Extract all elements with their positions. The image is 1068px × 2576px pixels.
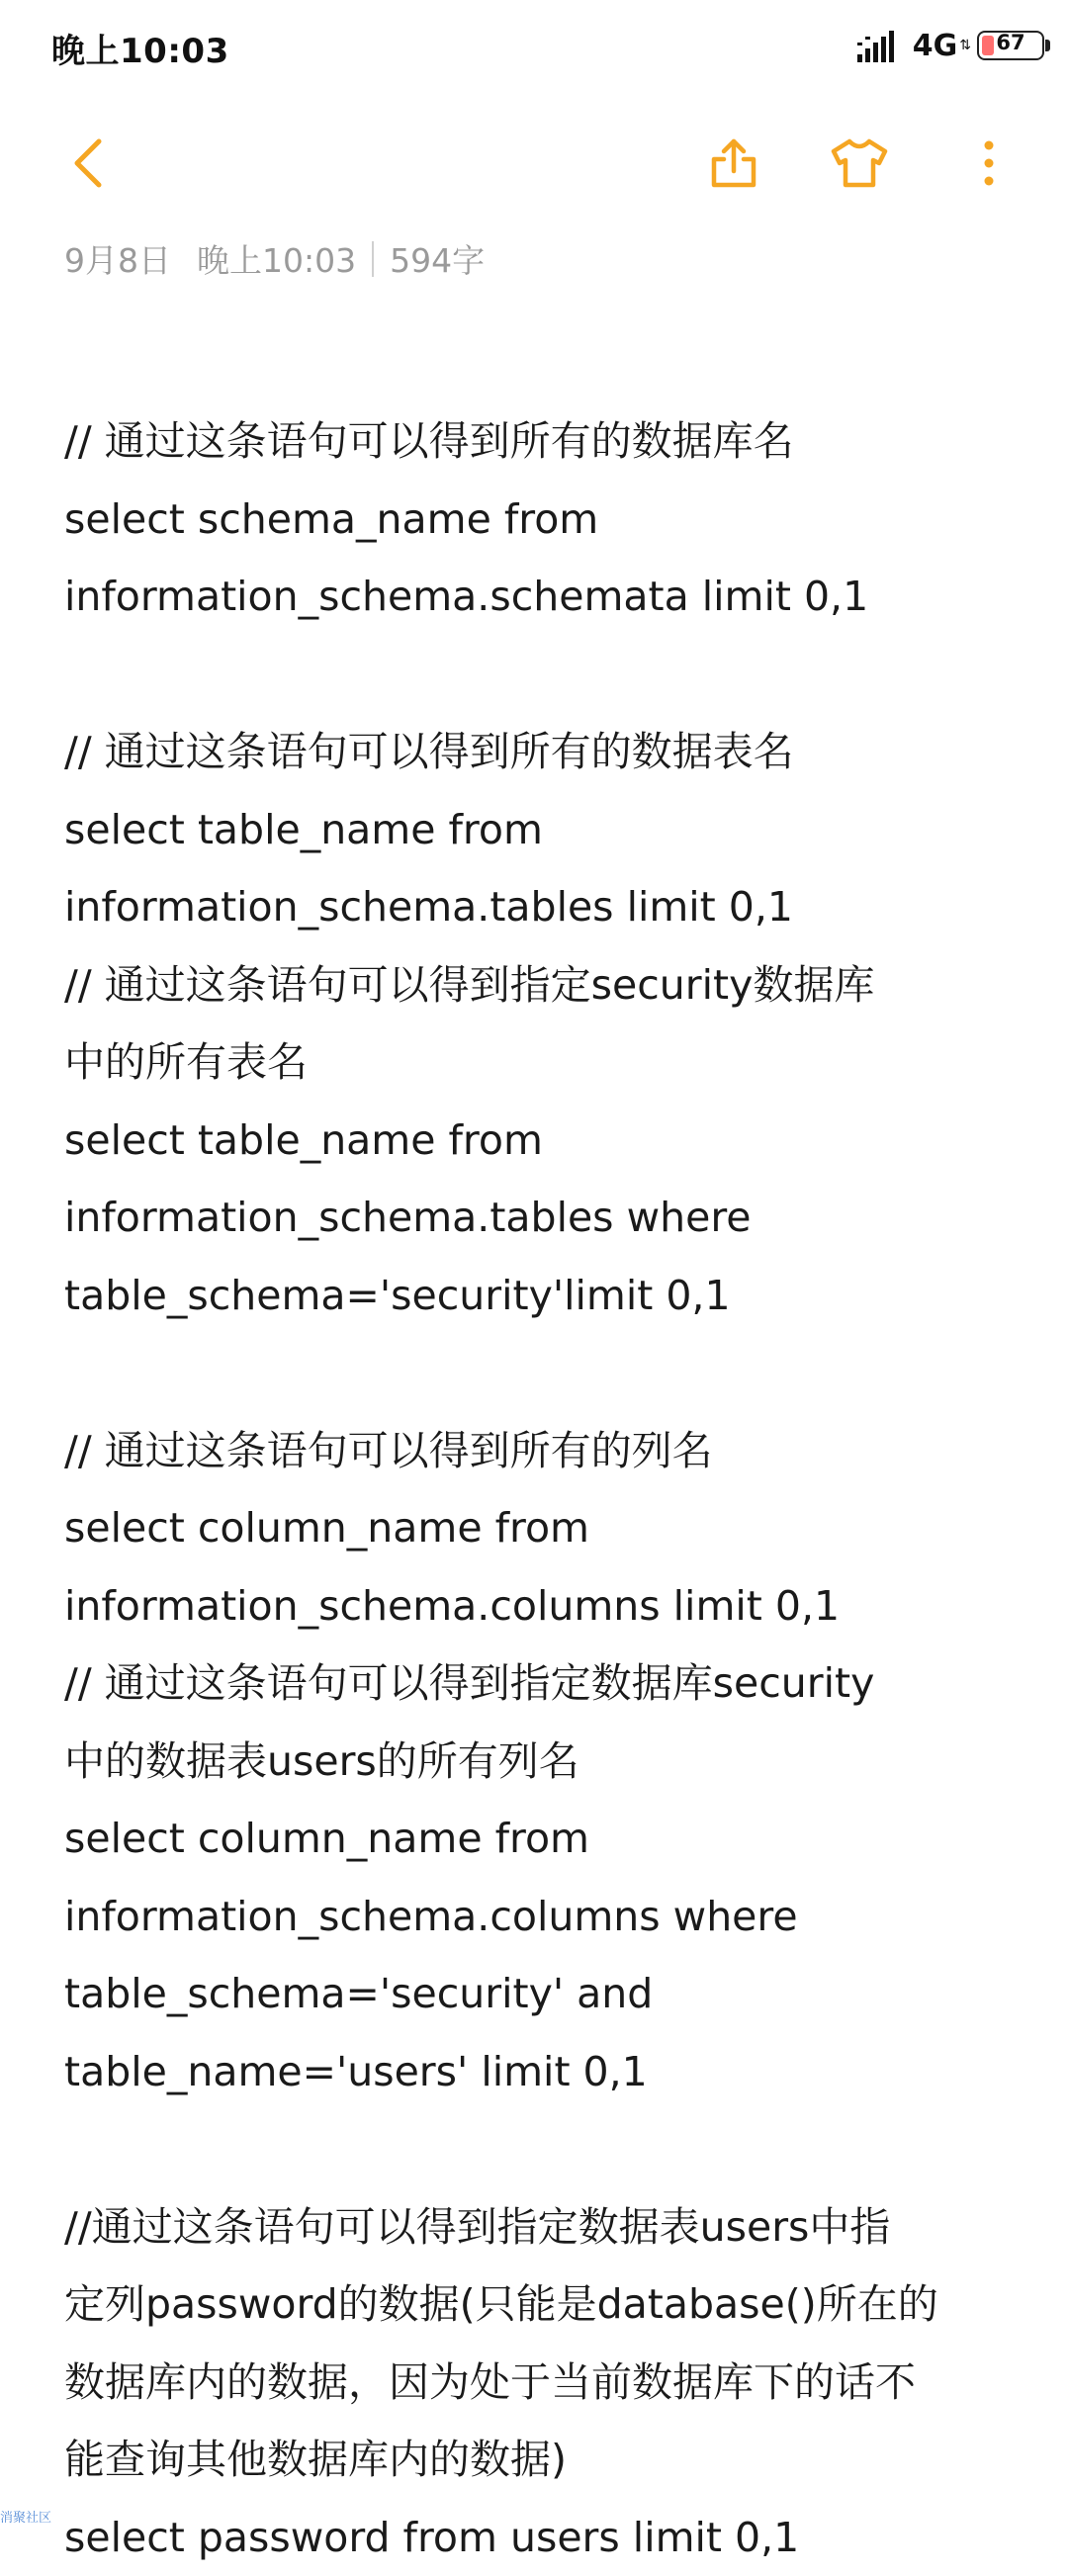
- note-line: [64, 2110, 1014, 2188]
- note-meta: [64, 235, 485, 282]
- note-line: 数据库内的数据，因为处于当前数据库下的话不: [64, 2344, 1014, 2422]
- note-time: 晚上10:03: [197, 235, 356, 282]
- note-line: select column_name from: [64, 1489, 1014, 1567]
- watermark: 消聚社区: [0, 2507, 51, 2526]
- note-line: table_name='users' limit 0,1: [64, 2033, 1014, 2111]
- note-line: select table_name from: [64, 791, 1014, 869]
- shirt-icon: [828, 135, 891, 191]
- note-line: //通过这条语句可以得到指定数据表users中指: [64, 2188, 1014, 2266]
- theme-button[interactable]: [815, 114, 904, 213]
- share-icon: [706, 135, 761, 191]
- back-button[interactable]: [44, 114, 134, 213]
- note-line: select schema_name from: [64, 481, 1014, 559]
- note-line: // 通过这条语句可以得到指定security数据库: [64, 946, 1014, 1024]
- battery-tip: [1045, 40, 1050, 51]
- data-activity-icon: ⇅: [959, 39, 971, 52]
- battery-icon: [977, 31, 1044, 60]
- note-line: // 通过这条语句可以得到所有的数据库名: [64, 402, 1014, 481]
- note-line: // 通过这条语句可以得到指定数据库security: [64, 1644, 1014, 1723]
- chevron-left-icon: [69, 135, 109, 191]
- note-line: information_schema.columns limit 0,1: [64, 1567, 1014, 1645]
- note-date: 9月8日: [64, 235, 171, 282]
- note-line: [64, 636, 1014, 714]
- note-line: table_schema='security' and: [64, 1955, 1014, 2033]
- note-line: information_schema.columns where: [64, 1878, 1014, 1956]
- word-count: 594字: [390, 235, 485, 282]
- note-line: [64, 1334, 1014, 1412]
- meta-divider: [372, 241, 374, 277]
- note-line: 中的数据表users的所有列名: [64, 1723, 1014, 1801]
- signal-icon: [857, 29, 901, 62]
- note-line: select column_name from: [64, 1800, 1014, 1878]
- note-body[interactable]: [64, 402, 1014, 2576]
- note-line: select password from users limit 0,1: [64, 2499, 1014, 2576]
- status-time: 晚上10:03: [51, 24, 229, 72]
- note-line: // 通过这条语句可以得到所有的数据表名: [64, 713, 1014, 791]
- note-line: information_schema.tables limit 0,1: [64, 868, 1014, 946]
- note-line: information_schema.schemata limit 0,1: [64, 558, 1014, 636]
- share-button[interactable]: [689, 114, 778, 213]
- note-line: 能查询其他数据库内的数据): [64, 2421, 1014, 2499]
- more-vertical-icon: [979, 135, 999, 191]
- note-line: 中的所有表名: [64, 1023, 1014, 1102]
- note-line: 定列password的数据(只能是database()所在的: [64, 2265, 1014, 2344]
- more-button[interactable]: [944, 114, 1033, 213]
- note-toolbar: [0, 114, 1068, 213]
- network-type: 4G: [913, 29, 958, 63]
- note-line: // 通过这条语句可以得到所有的列名: [64, 1412, 1014, 1490]
- note-line: table_schema='security'limit 0,1: [64, 1257, 1014, 1335]
- status-indicators: [857, 26, 1050, 65]
- note-line: select table_name from: [64, 1102, 1014, 1180]
- battery-level: 67: [979, 31, 1042, 54]
- note-line: information_schema.tables where: [64, 1179, 1014, 1257]
- status-bar: [0, 0, 1068, 89]
